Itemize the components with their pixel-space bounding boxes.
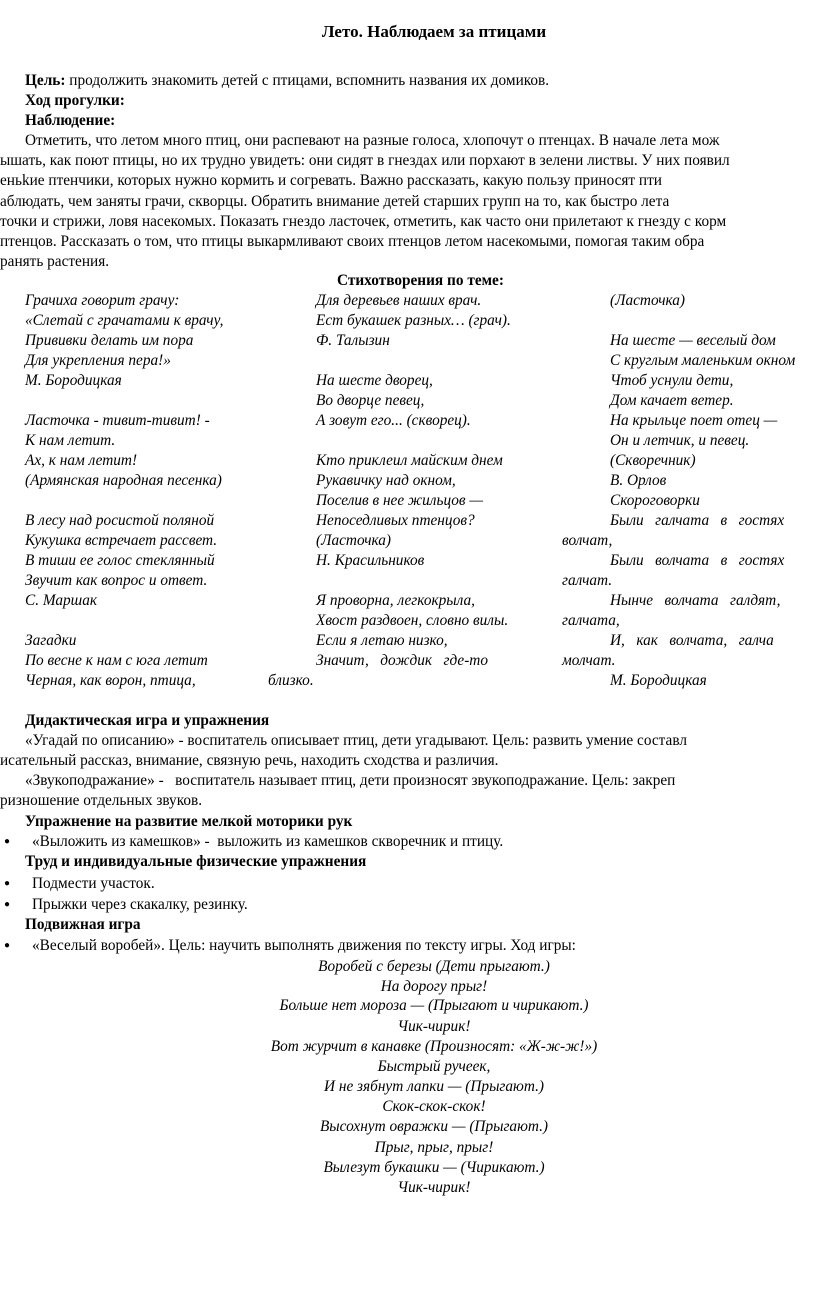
poem-line: Чик-чирик! — [397, 1179, 471, 1196]
poem-author: (Армянская народная песенка) — [25, 472, 222, 489]
poem-line: Вот журчит в канавке (Произносят: «Ж-ж-ж!») — [270, 1038, 598, 1055]
poem-line: К нам летит. — [25, 432, 116, 449]
poem-line: «Слетай с грачатами к врачу, — [25, 312, 224, 329]
list-item: Подмести участок. — [32, 875, 155, 892]
poem-line: Прививки делать им пора — [25, 332, 194, 349]
poem-answer: (Ласточка) — [610, 292, 686, 309]
list-item: «Выложить из камешков» - выложить из камешков скворечник и птицу. — [32, 833, 504, 850]
poem-line: Дом качает ветер. — [610, 392, 734, 409]
poem-line: галчат. — [562, 572, 613, 589]
poem-line: Были галчата в гостях — [610, 512, 785, 529]
poem-line: Кукушка встречает рассвет. — [25, 532, 218, 549]
paragraph-line: еньkие птенчики, которых нужно кормить и согревать. Важно рассказать, какую пользу приносят пти — [0, 172, 662, 189]
poem-line: Ласточка - тивит-тивит! - — [25, 412, 210, 429]
riddles-heading: Загадки — [25, 632, 77, 649]
goal-line — [25, 71, 549, 91]
poem-line: Я проворна, легкокрыла, — [316, 592, 475, 609]
poem-line: Прыг, прыг, прыг! — [374, 1139, 494, 1156]
poem-line: На шесте дворец, — [316, 372, 433, 389]
poem-line: Грачиха говорит грачу: — [25, 292, 180, 309]
poem-line: (Ласточка) — [316, 532, 392, 549]
list-item: Прыжки через скакалку, резинку. — [32, 896, 248, 913]
tongue-twisters-heading: Скороговорки — [610, 492, 700, 509]
poem-line: Были волчата в гостях — [610, 552, 785, 569]
poem-author: С. Маршак — [25, 592, 98, 609]
page-title: Лето. Наблюдаем за птицами — [321, 22, 547, 41]
poem-line: Если я летаю низко, — [316, 632, 448, 649]
paragraph-line: ризношение отдельных звуков. — [0, 792, 203, 809]
didactic-heading: Дидактическая игра и упражнения — [25, 712, 270, 729]
poem-author: В. Орлов — [610, 472, 667, 489]
poem-line: Для укрепления пера!» — [25, 352, 171, 369]
poem-line: На крыльце поет отец — — [610, 412, 778, 429]
poem-author: М. Бородицкая — [25, 372, 122, 389]
work-heading: Труд и индивидуальные физические упражнения — [25, 853, 367, 870]
poem-line: Ест букашек разных… (грач). — [316, 312, 511, 329]
poem-line: В лесу над росистой поляной — [25, 512, 215, 529]
paragraph-line: «Угадай по описанию» - воспитатель описывает птиц, дети угадывают. Цель: развить умение составл — [25, 732, 687, 749]
poem-line: Он и летчик, и певец. — [610, 432, 750, 449]
poem-line: Кто приклеил майским днем — [316, 452, 503, 469]
poem-line: Больше нет мороза — (Прыгают и чирикают.) — [279, 997, 589, 1014]
poem-line: Скок-скок-скок! — [382, 1098, 486, 1115]
bullet-icon: ● — [4, 899, 11, 910]
poem-line: По весне к нам с юга летит — [25, 652, 208, 669]
poem-line: Нынче волчата галдят, — [610, 592, 781, 609]
poem-line: Вылезут букашки — (Чирикают.) — [323, 1159, 545, 1176]
bullet-icon: ● — [4, 940, 11, 951]
poem-line: На дорогу прыг! — [380, 978, 488, 995]
poem-line: И, как волчата, галча — [610, 632, 774, 649]
paragraph-line: аблюдать, чем заняты грачи, скворцы. Обратить внимание детей старших групп на то, как быстро лета — [0, 193, 670, 210]
paragraph-line: ранять растения. — [0, 253, 110, 270]
poem-line: близко. — [268, 672, 314, 689]
poem-author: М. Бородицкая — [610, 672, 707, 689]
poem-line: Значит, дождик где-то — [316, 652, 489, 669]
paragraph-line: «Звукоподражание» - воспитатель называет птиц, дети произносят звукоподражание. Цель: закреп — [25, 772, 676, 789]
paragraph-line: ышать, как поют птицы, но их трудно увидеть: они сидят в гнездах или порхают в зелени листвы. У них появил — [0, 152, 730, 169]
game-heading: Подвижная игра — [25, 916, 141, 933]
poem-line: Воробей с березы (Дети прыгают.) — [318, 958, 550, 975]
list-item: «Веселый воробей». Цель: научить выполнять движения по тексту игры. Ход игры: — [32, 937, 576, 954]
poem-line: Высохнут овражки — (Прыгают.) — [319, 1118, 549, 1135]
poem-line: молчат. — [562, 652, 616, 669]
poem-line: Чик-чирик! — [397, 1018, 471, 1035]
poem-line: волчат, — [562, 532, 613, 549]
goal-label: Цель: — [25, 72, 66, 89]
poem-line: Черная, как ворон, птица, — [25, 672, 196, 689]
poem-line: А зовут его... (скворец). — [316, 412, 471, 429]
paragraph-line: исательный рассказ, внимание, связную речь, находить сходства и различия. — [0, 752, 499, 769]
observation-heading: Наблюдение: — [25, 112, 116, 129]
poem-line: Чтоб уснули дети, — [610, 372, 734, 389]
poem-line: Звучит как вопрос и ответ. — [25, 572, 208, 589]
paragraph-line: Отметить, что летом много птиц, они распевают на разные голоса, хлопочут о птенцах. В начале лета мож — [25, 132, 720, 149]
poems-heading: Стихотворения по теме: — [337, 272, 504, 289]
poem-line: Поселив в нее жильцов — — [316, 492, 483, 509]
poem-line: С круглым маленьким окном — [610, 352, 796, 369]
poem-line: На шесте — веселый дом — [610, 332, 776, 349]
poem-line: Непоседливых птенцов? — [316, 512, 475, 529]
poem-line: Рукавичку над окном, — [316, 472, 456, 489]
poem-line: Ах, к нам летит! — [25, 452, 138, 469]
poem-line: Быстрый ручеек, — [377, 1058, 491, 1075]
poem-line: Хвост раздвоен, словно вилы. — [316, 612, 509, 629]
goal-text: продолжить знакомить детей с птицами, вспомнить названия их домиков. — [65, 72, 550, 89]
bullet-icon: ● — [4, 836, 11, 847]
poem-line: Во дворце певец, — [316, 392, 425, 409]
poem-author: Ф. Талызин — [316, 332, 390, 349]
poem-line: Для деревьев наших врач. — [316, 292, 482, 309]
walk-heading: Ход прогулки: — [25, 92, 125, 109]
poem-author: Н. Красильников — [316, 552, 425, 569]
bullet-icon: ● — [4, 878, 11, 889]
paragraph-line: птенцов. Рассказать о том, что птицы выкармливают своих птенцов летом насекомыми, помогая таким обра — [0, 233, 705, 250]
motor-heading: Упражнение на развитие мелкой моторики рук — [25, 813, 353, 830]
poem-line: В тиши ее голос стеклянный — [25, 552, 215, 569]
poem-answer: (Скворечник) — [610, 452, 696, 469]
poem-line: галчата, — [562, 612, 620, 629]
poem-line: И не зябнут лапки — (Прыгают.) — [323, 1078, 544, 1095]
paragraph-line: точки и стрижи, ловя насекомых. Показать гнездо ласточек, отметить, как часто они прилетают к гнезду с корм — [0, 213, 727, 230]
